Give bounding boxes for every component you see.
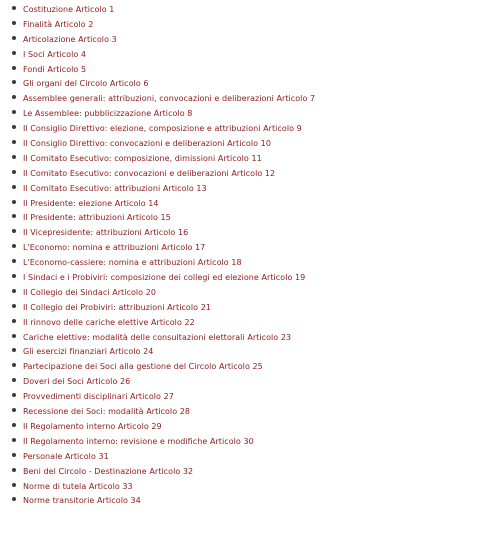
- bullet-icon: [12, 125, 16, 129]
- bullet-icon: [12, 348, 16, 352]
- bullet-icon: [12, 170, 16, 174]
- toc-item: [12, 462, 315, 477]
- toc-item: [12, 253, 315, 268]
- toc-link[interactable]: Fondi Articolo 5: [23, 64, 87, 74]
- bullet-icon: [12, 304, 16, 308]
- bullet-icon: [12, 274, 16, 278]
- bullet-icon: [12, 438, 16, 442]
- toc-item: [12, 15, 315, 30]
- bullet-icon: [12, 95, 16, 99]
- toc-link[interactable]: Finalità Articolo 2: [23, 19, 94, 29]
- bullet-icon: [12, 185, 16, 189]
- bullet-icon: [12, 214, 16, 218]
- toc-link[interactable]: Il Collegio dei Probiviri: attribuzioni Articolo 21: [23, 302, 211, 312]
- toc-link[interactable]: I Sindaci e i Probiviri: composizione dei collegi ed elezione Articolo 19: [23, 273, 306, 283]
- toc-item: [12, 179, 315, 194]
- bullet-icon: [12, 155, 16, 159]
- toc-link[interactable]: Il Vicepresidente: attribuzioni Articolo 16: [23, 228, 189, 238]
- toc-item: [12, 298, 315, 313]
- bullet-icon: [12, 21, 16, 25]
- bullet-icon: [12, 363, 16, 367]
- toc-item: [12, 447, 315, 462]
- bullet-icon: [12, 200, 16, 204]
- toc-link[interactable]: L'Economo: nomina e attribuzioni Articolo 17: [23, 243, 206, 253]
- bullet-icon: [12, 453, 16, 457]
- toc-item: [12, 432, 315, 447]
- toc-link[interactable]: Doveri dei Soci Articolo 26: [23, 377, 131, 387]
- toc-item: [12, 149, 315, 164]
- toc-link[interactable]: Articolazione Articolo 3: [23, 34, 117, 44]
- bullet-icon: [12, 66, 16, 70]
- toc-item: [12, 238, 315, 253]
- toc-link[interactable]: Il Presidente: attribuzioni Articolo 15: [23, 213, 171, 223]
- bullet-icon: [12, 468, 16, 472]
- bullet-icon: [12, 319, 16, 323]
- bullet-icon: [12, 483, 16, 487]
- bullet-icon: [12, 259, 16, 263]
- toc-item: [12, 477, 315, 492]
- toc-item: [12, 45, 315, 60]
- toc-link[interactable]: Personale Articolo 31: [23, 451, 109, 461]
- toc-link[interactable]: Norme di tutela Articolo 33: [23, 481, 133, 491]
- toc-item: [12, 387, 315, 402]
- bullet-icon: [12, 80, 16, 84]
- toc-item: [12, 357, 315, 372]
- toc-link[interactable]: Il Comitato Esecutivo: attribuzioni Articolo 13: [23, 183, 207, 193]
- bullet-icon: [12, 378, 16, 382]
- toc-item: [12, 194, 315, 209]
- toc-item: [12, 372, 315, 387]
- toc-item: [12, 0, 315, 15]
- toc-item: [12, 104, 315, 119]
- bullet-icon: [12, 244, 16, 248]
- toc-link[interactable]: Gli organi del Circolo Articolo 6: [23, 79, 149, 89]
- table-of-contents: [12, 0, 315, 506]
- toc-link[interactable]: Beni del Circolo - Destinazione Articolo 32: [23, 466, 194, 476]
- toc-item: [12, 223, 315, 238]
- toc-item: [12, 417, 315, 432]
- toc-item: [12, 89, 315, 104]
- toc-link[interactable]: Il rinnovo delle cariche elettive Articolo 22: [23, 317, 195, 327]
- toc-link[interactable]: Il Regolamento interno: revisione e modifiche Articolo 30: [23, 436, 254, 446]
- toc-link[interactable]: Il Presidente: elezione Articolo 14: [23, 198, 159, 208]
- toc-link[interactable]: Recessione dei Soci: modalità Articolo 28: [23, 407, 191, 417]
- toc-item: [12, 119, 315, 134]
- bullet-icon: [12, 393, 16, 397]
- toc-link[interactable]: Il Regolamento interno Articolo 29: [23, 421, 162, 431]
- toc-item: [12, 328, 315, 343]
- toc-link[interactable]: Il Comitato Esecutivo: convocazioni e deliberazioni Articolo 12: [23, 168, 276, 178]
- toc-link[interactable]: Il Consiglio Direttivo: elezione, composizione e attribuzioni Articolo 9: [23, 124, 302, 134]
- toc-item: [12, 134, 315, 149]
- toc-item: [12, 402, 315, 417]
- bullet-icon: [12, 36, 16, 40]
- toc-item: [12, 342, 315, 357]
- toc-link[interactable]: Norme transitorie Articolo 34: [23, 496, 141, 506]
- toc-item: [12, 60, 315, 75]
- toc-link[interactable]: Il Collegio dei Sindaci Articolo 20: [23, 287, 156, 297]
- toc-link[interactable]: Il Comitato Esecutivo: composizione, dimissioni Articolo 11: [23, 153, 262, 163]
- toc-item: [12, 313, 315, 328]
- toc-link[interactable]: I Soci Articolo 4: [23, 49, 87, 59]
- toc-link[interactable]: Gli esercizi finanziari Articolo 24: [23, 347, 154, 357]
- toc-link[interactable]: Cariche elettive: modalità delle consultazioni elettorali Articolo 23: [23, 332, 292, 342]
- bullet-icon: [12, 334, 16, 338]
- toc-item: [12, 208, 315, 223]
- bullet-icon: [12, 408, 16, 412]
- bullet-icon: [12, 140, 16, 144]
- toc-item: [12, 268, 315, 283]
- bullet-icon: [12, 51, 16, 55]
- toc-item: [12, 164, 315, 179]
- toc-item: [12, 491, 315, 506]
- toc-item: [12, 74, 315, 89]
- bullet-icon: [12, 289, 16, 293]
- bullet-icon: [12, 423, 16, 427]
- toc-link[interactable]: L'Economo-cassiere: nomina e attribuzioni Articolo 18: [23, 258, 242, 268]
- bullet-icon: [12, 6, 16, 10]
- bullet-icon: [12, 110, 16, 114]
- bullet-icon: [12, 497, 16, 501]
- toc-link[interactable]: Il Consiglio Direttivo: convocazioni e deliberazioni Articolo 10: [23, 139, 271, 149]
- toc-item: [12, 283, 315, 298]
- toc-link[interactable]: Partecipazione dei Soci alla gestione del Circolo Articolo 25: [23, 362, 263, 372]
- bullet-icon: [12, 229, 16, 233]
- toc-link[interactable]: Provvedimenti disciplinari Articolo 27: [23, 392, 174, 402]
- toc-link[interactable]: Le Assemblee: pubblicizzazione Articolo 8: [23, 109, 193, 119]
- toc-link[interactable]: Assemblee generali: attribuzioni, convocazioni e deliberazioni Articolo 7: [23, 94, 316, 104]
- toc-item: [12, 30, 315, 45]
- toc-link[interactable]: Costituzione Articolo 1: [23, 5, 115, 14]
